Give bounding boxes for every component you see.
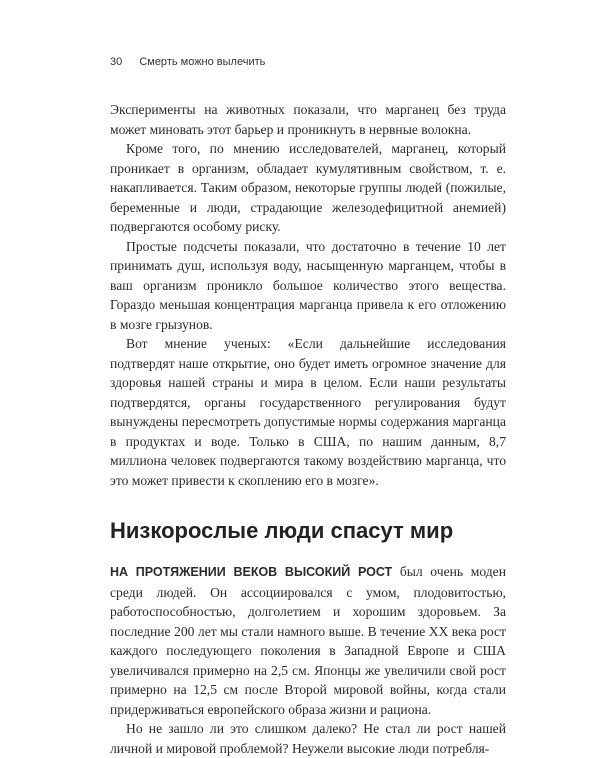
section-lead-paragraph	[110, 562, 506, 719]
paragraph-3: Простые подсчеты показали, что достаточно в течение 10 лет принимать душ, используя воду, насыщенную марганцем, чтобы в ваш организм проникло большое количество этого вещества. Гораздо меньшая концентрация марганца привела к его отложению в мозге грызунов.	[110, 238, 506, 332]
section-heading: Низкорослые люди спасут мир	[110, 518, 454, 543]
paragraph-1: Эксперименты на животных показали, что марганец без труда может миновать этот барьер и проникнуть в нервные волокна.	[110, 102, 506, 137]
paragraph-2: Кроме того, по мнению исследователей, марганец, который проникает в организм, обладает кумулятивным свойством, т. е. накапливается. Таким образом, некоторые группы людей (пожилые, беременные и люди, страдающие железодефицитной анемией) подвергаются особому риску.	[110, 141, 506, 234]
body-text	[110, 100, 506, 758]
lead-rest: был очень моден среди людей. Он ассоциировался с умом, плодовитостью, работоспособностью, долголетием и хорошим здоровьем. За последние 200 лет мы стали намного выше. В течение XX века рост каждого последующего поколения в Западной Европе и США увеличивался примерно на 2,5 см. Японцы же увеличили свой рост примерно на 12,5 см после Второй мировой войны, когда стали придерживаться европейского образа жизни и рациона.	[110, 564, 506, 717]
page-number: 30	[110, 56, 123, 68]
paragraph-4: Вот мнение ученых: «Если дальнейшие исследования подтвердят наше открытие, оно будет иметь огромное значение для здоровья нашей страны и мира в целом. Если наши результаты подтвердятся, органы государственного регулирования будут вынуждены пересмотреть допустимые нормы содержания марганца в продуктах и воде. Только в США, по нашим данным, 8,7 миллиона человек подвергаются такому воздействию марганца, что это может привести к скоплению его в мозге».	[110, 336, 506, 488]
running-head	[110, 56, 265, 68]
section-last-paragraph: Но не зашло ли это слишком далеко? Не стал ли рост нашей личной и мировой проблемой? Неужели высокие люди потребля-	[110, 721, 506, 756]
running-title: Смерть можно вылечить	[139, 56, 266, 68]
lead-caps: НА ПРОТЯЖЕНИИ ВЕКОВ ВЫСОКИЙ РОСТ	[110, 565, 393, 579]
